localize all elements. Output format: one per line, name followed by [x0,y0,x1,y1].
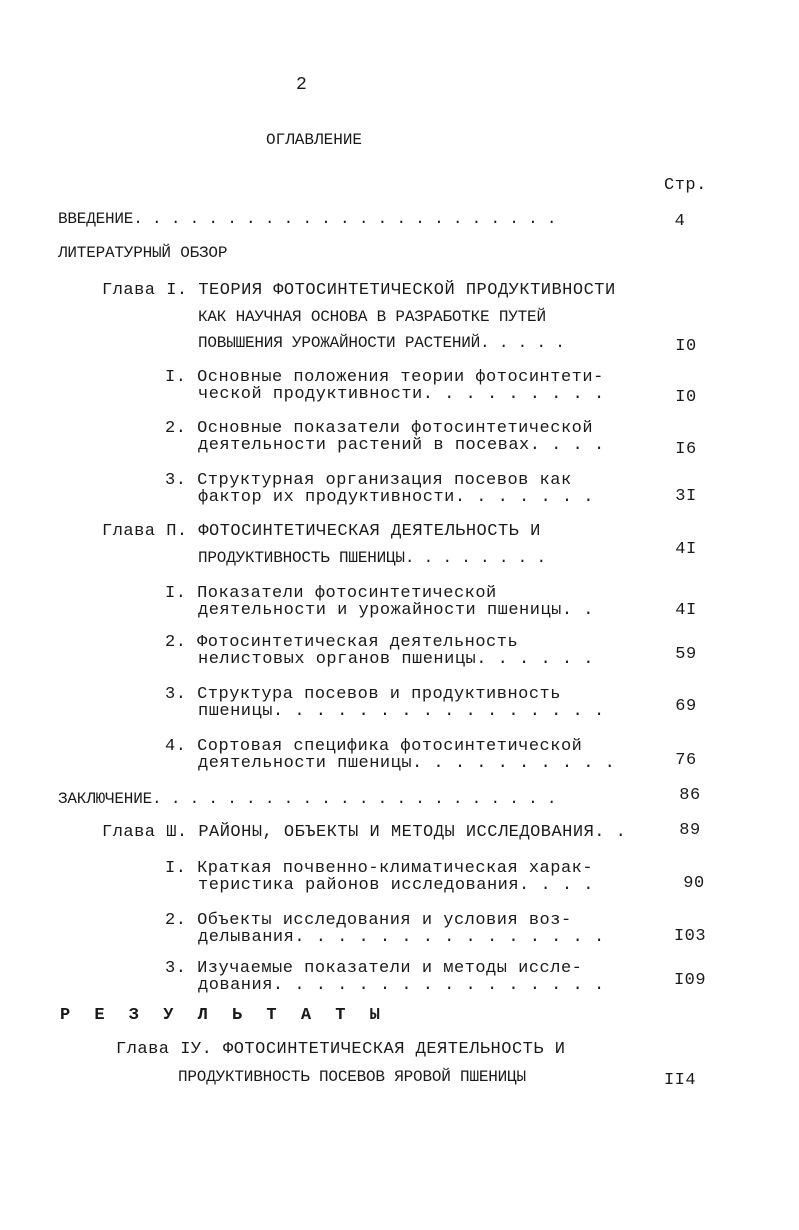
toc-entry-page: 76 [675,751,697,770]
toc-subsection-1-1-line-2: ческой продуктивности. . . . . . . . . [198,385,605,404]
toc-entry-page: I6 [675,440,697,459]
toc-subsection-3-3-line-1: 3. Изучаемые показатели и методы иссле- [165,959,583,978]
toc-subsection-2-2-line-2: нелистовых органов пшеницы. . . . . . [198,650,594,669]
toc-entry-page: 86 [679,786,701,805]
toc-entry-introduction: ВВЕДЕНИЕ. . . . . . . . . . . . . . . . . . . . . . . [58,210,557,228]
page-column-label: Стр. [664,176,707,195]
toc-entry-page: 4I [675,540,697,559]
toc-subsection-3-2-line-2: делывания. . . . . . . . . . . . . . . [198,928,605,947]
toc-subsection-1-1-line-1: I. Основные положения теории фотосинтети- [165,368,604,387]
toc-entry-page: I09 [673,971,707,990]
toc-entry-chapter-1-line-1: Глава I. ТЕОРИЯ ФОТОСИНТЕТИЧЕСКОЙ ПРОДУКТИВНОСТИ [102,281,616,300]
toc-entry-page: 90 [683,874,705,893]
toc-subsection-2-1-line-2: деятельности и урожайности пшеницы. . [198,601,594,620]
toc-entry-conclusion: ЗАКЛЮЧЕНИЕ. . . . . . . . . . . . . . . . . . . . . . [58,790,557,808]
section-heading-literature-review: ЛИТЕРАТУРНЫЙ ОБЗОР [58,244,228,262]
toc-title: ОГЛАВЛЕНИЕ [266,131,363,149]
toc-entry-page: I0 [675,388,697,407]
toc-subsection-1-3-line-2: фактор их продуктивности. . . . . . . [198,488,594,507]
toc-subsection-1-2-line-1: 2. Основные показатели фотосинтетической [165,419,594,438]
toc-entry-chapter-4-line-2: ПРОДУКТИВНОСТЬ ПОСЕВОВ ЯРОВОЙ ПШЕНИЦЫ [178,1068,526,1086]
toc-subsection-3-1-line-1: I. Краткая почвенно-климатическая харак- [165,859,594,878]
toc-subsection-3-2-line-1: 2. Объекты исследования и условия воз- [165,911,572,930]
toc-subsection-2-2-line-1: 2. Фотосинтетическая деятельность [165,633,519,652]
toc-subsection-2-4-line-2: деятельности пшеницы. . . . . . . . . . [198,754,616,773]
toc-subsection-2-3-line-2: пшеницы. . . . . . . . . . . . . . . . [198,702,605,721]
toc-subsection-1-3-line-1: 3. Структурная организация посевов как [165,471,572,490]
toc-entry-page: II4 [663,1071,697,1090]
toc-subsection-2-3-line-1: 3. Структура посевов и продуктивность [165,685,561,704]
toc-entry-chapter-2-line-2: ПРОДУКТИВНОСТЬ ПШЕНИЦЫ. . . . . . . . [198,549,546,567]
toc-subsection-2-4-line-1: 4. Сортовая специфика фотосинтетической [165,737,583,756]
toc-entry-page: 4 [674,212,686,231]
toc-entry-page: 3I [675,487,697,506]
toc-entry-page: 59 [675,645,697,664]
toc-entry-chapter-1-line-2: КАК НАУЧНАЯ ОСНОВА В РАЗРАБОТКЕ ПУТЕЙ [198,308,546,326]
toc-subsection-3-1-line-2: теристика районов исследования. . . . [198,876,594,895]
toc-entry-page: I03 [673,927,707,946]
toc-entry-page: 89 [679,821,701,840]
toc-entry-chapter-3: Глава Ш. РАЙОНЫ, ОБЪЕКТЫ И МЕТОДЫ ИССЛЕДОВАНИЯ. . [102,823,627,842]
toc-subsection-1-2-line-2: деятельности растений в посевах. . . . [198,436,605,455]
toc-entry-page: 69 [675,697,697,716]
toc-entry-chapter-4-line-1: Глава IУ. ФОТОСИНТЕТИЧЕСКАЯ ДЕЯТЕЛЬНОСТЬ И [116,1040,566,1059]
toc-subsection-2-1-line-1: I. Показатели фотосинтетической [165,584,497,603]
page-number: 2 [296,75,308,95]
toc-entry-page: 4I [675,601,697,620]
toc-entry-chapter-1-line-3: ПОВЫШЕНИЯ УРОЖАЙНОСТИ РАСТЕНИЙ. . . . . [198,334,565,352]
toc-subsection-3-3-line-2: дования. . . . . . . . . . . . . . . . [198,976,605,995]
toc-entry-page: I0 [675,337,697,356]
toc-entry-chapter-2-line-1: Глава П. ФОТОСИНТЕТИЧЕСКАЯ ДЕЯТЕЛЬНОСТЬ И [102,522,541,541]
section-heading-results: Р Е З У Л Ь Т А Т Ы [60,1006,387,1025]
